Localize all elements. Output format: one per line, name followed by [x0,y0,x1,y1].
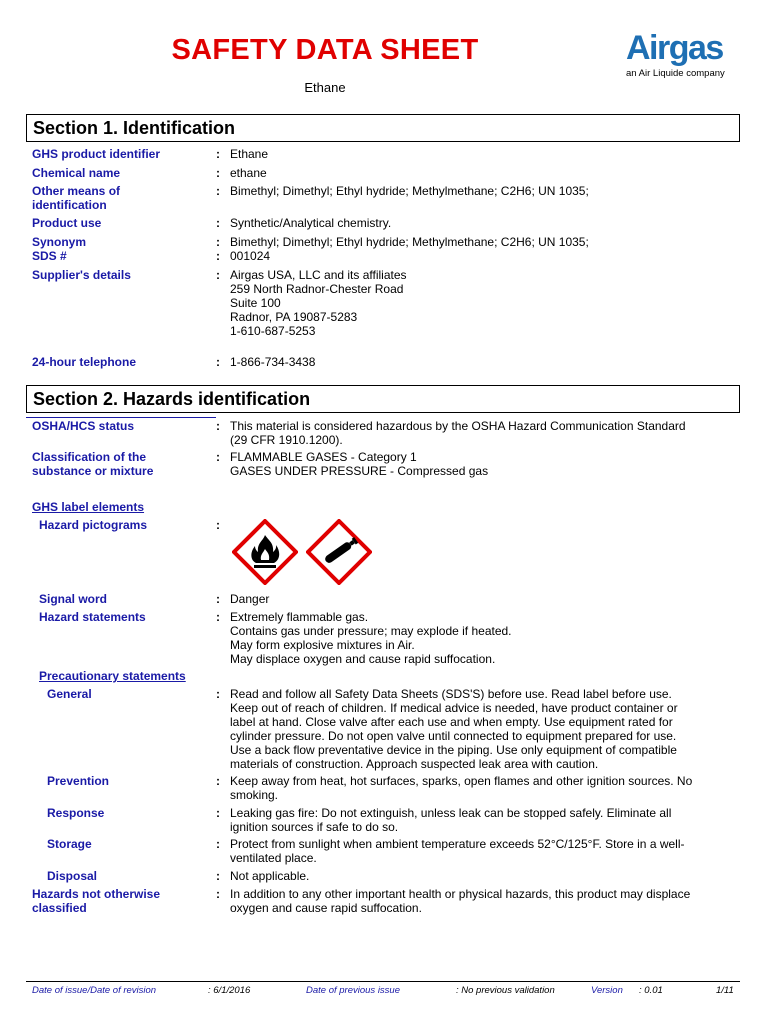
field-colon: : [216,869,220,883]
footer-rule [26,981,740,982]
field-value: This material is considered hazardous by the OSHA Hazard Communication Standard (29 CFR 1910.1200). [230,419,686,447]
field-label: Other means of identification [32,184,121,212]
field-colon: : [216,887,220,901]
footer-version-label: Version [591,985,623,996]
field-value: Bimethyl; Dimethyl; Ethyl hydride; Methylmethane; C2H6; UN 1035; [230,235,589,249]
field-label: Product use [32,216,102,230]
hazard-pictograms [232,519,376,590]
field-label: Hazard pictograms [39,518,148,532]
logo-tagline: an Air Liquide company [626,68,725,79]
field-label: Disposal [47,869,98,883]
field-label: Synonym [32,235,87,249]
field-value: Airgas USA, LLC and its affiliates 259 North Radnor-Chester Road Suite 100 Radnor, PA 19087-5283 1-610-687-5253 [230,268,407,338]
field-value: Bimethyl; Dimethyl; Ethyl hydride; Methylmethane; C2H6; UN 1035; [230,184,589,198]
field-value: Protect from sunlight when ambient temperature exceeds 52°C/125°F. Store in a well- ventilated place. [230,837,685,865]
field-value: Not applicable. [230,869,310,883]
field-value: 001024 [230,249,271,263]
field-colon: : [216,355,220,369]
field-value: Extremely flammable gas. Contains gas under pressure; may explode if heated. May form explosive mixtures in Air. May displace oxygen and cause rapid suffocation. [230,610,512,666]
field-colon: : [216,774,220,788]
precautionary-statements-heading: Precautionary statements [39,669,186,683]
field-label: Prevention [47,774,110,788]
footer-previous-label: Date of previous issue [306,985,400,996]
field-colon: : [216,166,220,180]
field-colon: : [216,837,220,851]
field-colon: : [216,249,220,263]
footer-issue-label: Date of issue/Date of revision [32,985,157,996]
field-value: Read and follow all Safety Data Sheets (SDS'S) before use. Read label before use. Keep out of reach of children. If medical advice is needed, have product container or label at hand. Close valve after each use and when empty. Use equipment rated for cylinder pressure. Do not open valve until connected to equipment prepared for use. Use a back flow preventative device in the piping. Use only equipment of compatible materials of construction. Approach suspected leak area with caution. [230,687,678,771]
field-value: FLAMMABLE GASES - Category 1 GASES UNDER PRESSURE - Compressed gas [230,450,489,478]
section-2-header: Section 2. Hazards identification [26,385,740,413]
document-title: SAFETY DATA SHEET [171,34,479,66]
field-label: Signal word [39,592,108,606]
field-colon: : [216,216,220,230]
airgas-logo [626,30,744,79]
field-label: Hazard statements [39,610,146,624]
field-colon: : [216,610,220,624]
field-label: Storage [47,837,92,851]
gas-cylinder-pictogram-icon [306,519,372,585]
field-colon: : [216,147,220,161]
field-value: Leaking gas fire: Do not extinguish, unless leak can be stopped safely. Eliminate all ignition sources if safe to do so. [230,806,672,834]
footer-page-number: 1/11 [716,985,734,996]
field-colon: : [216,268,220,282]
field-label: Chemical name [32,166,121,180]
field-label: 24-hour telephone [32,355,137,369]
field-value: Synthetic/Analytical chemistry. [230,216,392,230]
section-2-label-rule [26,417,216,418]
field-colon: : [216,450,220,464]
field-colon: : [216,235,220,249]
field-colon: : [216,518,220,532]
field-label: Supplier's details [32,268,131,282]
field-colon: : [216,184,220,198]
ghs-label-elements-heading: GHS label elements [32,500,145,514]
page-footer [32,985,738,999]
field-colon: : [216,806,220,820]
field-colon: : [216,687,220,701]
field-value: ethane [230,166,267,180]
field-value: Danger [230,592,270,606]
field-label: SDS # [32,249,67,263]
field-label: Classification of the substance or mixture [32,450,154,478]
section-1-header: Section 1. Identification [26,114,740,142]
field-value: In addition to any other important health or physical hazards, this product may displace oxygen and cause rapid suffocation. [230,887,691,915]
field-value: 1-866-734-3438 [230,355,316,369]
field-colon: : [216,592,220,606]
footer-version-value: : 0.01 [639,985,663,996]
logo-wordmark: Airgas [626,29,723,67]
field-label: GHS product identifier [32,147,161,161]
field-label: Hazards not otherwise classified [32,887,161,915]
field-label: Response [47,806,105,820]
field-label: OSHA/HCS status [32,419,135,433]
footer-issue-value: : 6/1/2016 [208,985,251,996]
footer-previous-value: : No previous validation [456,985,555,996]
field-colon: : [216,419,220,433]
flame-pictogram-icon [232,519,298,585]
product-name: Ethane [304,80,346,95]
field-value: Keep away from heat, hot surfaces, sparks, open flames and other ignition sources. No smoking. [230,774,693,802]
field-value: Ethane [230,147,269,161]
field-label: General [47,687,92,701]
